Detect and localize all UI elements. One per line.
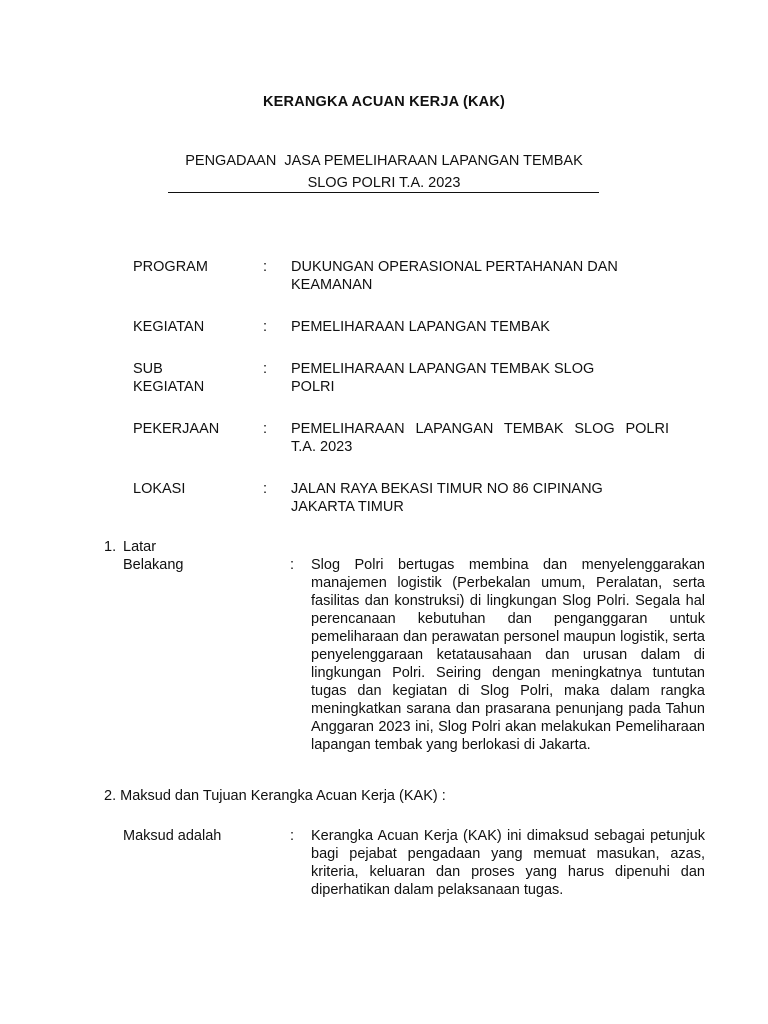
info-label-kegiatan: KEGIATAN <box>133 319 205 335</box>
section2-colon: : <box>290 828 295 844</box>
section2-label: Maksud adalah <box>123 828 222 844</box>
section1-body: Slog Polri bertugas membina dan menyelenggarakan manajemen logistik (Perbekalan umum, Peralatan, serta fasilitas dan konstruksi) di lingkungan Slog Polri. Segala hal perencanaan kebutuhan dan penganggaran untuk pemeliharaan dan perawatan personel maupun logistik, serta penyelenggaraan ketatausahaan dan urusan dalam di lingkungan Polri. Seiring dengan meningkatnya tuntutan tugas dan kegiatan di Slog Polri, maka dalam rangka meningkatkan sarana dan prasarana penunjang pada Tahun Anggaran 2023 ini, Slog Polri akan melakukan Pemeliharaan lapangan tembak yang berlokasi di Jakarta. <box>311 557 705 753</box>
info-value-kegiatan: PEMELIHARAAN LAPANGAN TEMBAK <box>291 319 550 335</box>
document-title: KERANGKA ACUAN KERJA (KAK) <box>262 94 506 110</box>
info-value-program: DUKUNGAN OPERASIONAL PERTAHANAN DAN KEAMANAN <box>291 259 618 293</box>
info-colon: : <box>263 361 268 377</box>
section2-body: Kerangka Acuan Kerja (KAK) ini dimaksud sebagai petunjuk bagi pejabat pengadaan yang memuat masukan, azas, kriteria, keluaran dan proses yang harus dipenuhi dan diperhatikan dalam pelaksanaan tugas. <box>311 828 705 898</box>
info-label-sub-kegiatan: SUB KEGIATAN <box>133 361 205 395</box>
info-colon: : <box>263 319 268 335</box>
info-label-pekerjaan: PEKERJAAN <box>133 421 220 437</box>
info-colon: : <box>263 481 268 497</box>
info-colon: : <box>263 421 268 437</box>
section1-number: 1. <box>104 539 117 555</box>
info-label-program: PROGRAM <box>133 259 208 275</box>
section2-heading: 2. Maksud dan Tujuan Kerangka Acuan Kerja (KAK) : <box>104 788 446 804</box>
document-subtitle-line1: PENGADAAN JASA PEMELIHARAAN LAPANGAN TEMBAK <box>185 153 583 169</box>
info-value-sub-kegiatan: PEMELIHARAAN LAPANGAN TEMBAK SLOG POLRI <box>291 361 595 395</box>
info-colon: : <box>263 259 268 275</box>
document-subtitle-line2: SLOG POLRI T.A. 2023 <box>307 175 461 191</box>
info-label-lokasi: LOKASI <box>133 481 186 497</box>
subtitle-underline <box>168 192 599 193</box>
section1-label: Latar Belakang <box>123 539 184 573</box>
section1-colon: : <box>290 557 295 573</box>
info-value-pekerjaan: PEMELIHARAAN LAPANGAN TEMBAK SLOG POLRI T.A. 2023 <box>291 421 669 455</box>
info-value-lokasi: JALAN RAYA BEKASI TIMUR NO 86 CIPINANG JAKARTA TIMUR <box>291 481 603 515</box>
